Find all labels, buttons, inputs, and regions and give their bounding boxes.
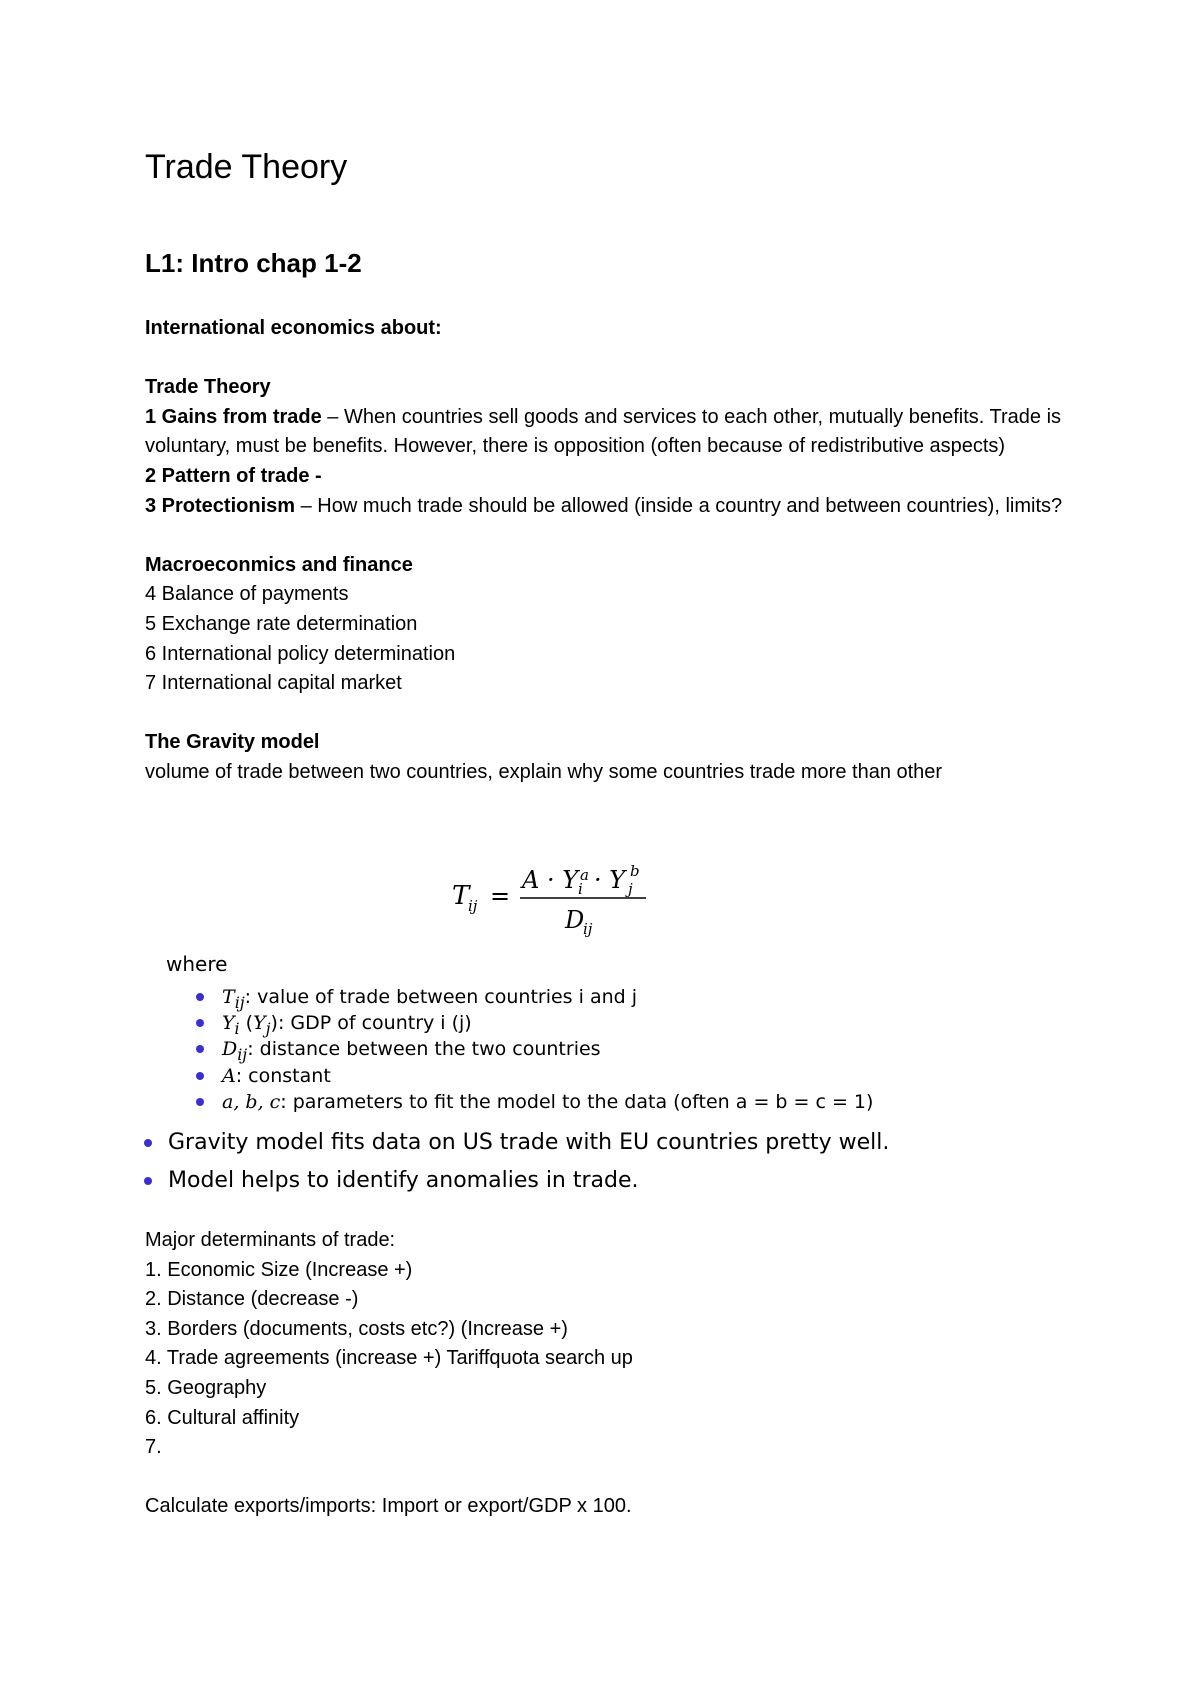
bullet-icon [144, 1139, 152, 1147]
svg-text:A · Y: A · Y [522, 866, 579, 894]
svg-text:T: T [452, 881, 470, 911]
bullet-icon [144, 1177, 152, 1185]
svg-text:j: j [628, 880, 633, 898]
bullet-icon [196, 993, 204, 1001]
calculate-note: Calculate exports/imports: Import or export/GDP x 100. [145, 1495, 632, 1518]
svg-text:b: b [630, 862, 640, 880]
where-label: where [166, 952, 228, 976]
definition-item: $D_{ij}$: distance between the two countries [192, 1036, 873, 1062]
item-1-text: – When countries sell goods and services to each other, mutually benefits. Trade is voluntary, must be benefits. However, there is opposition (often because of redistributive aspects) [145, 405, 1062, 458]
definition-item: $T_{ij}$: value of trade between countries i and j [192, 984, 873, 1010]
intro-label: International economics about: [145, 317, 442, 339]
macro-item: 7 International capital market [145, 672, 402, 695]
definition-list [192, 984, 873, 1115]
svg-text:ij: ij [468, 897, 478, 915]
gravity-heading: The Gravity model [145, 731, 320, 754]
trade-theory-item-1 [145, 403, 1085, 462]
item-3-text: – How much trade should be allowed (inside a country and between countries), limits? [295, 494, 1063, 517]
determinant-item: 4. Trade agreements (increase +) Tariffquota search up [145, 1347, 633, 1370]
macro-heading: Macroeconmics and finance [145, 553, 413, 576]
lecture-heading: L1: Intro chap 1-2 [145, 248, 362, 278]
page-title: Trade Theory [145, 148, 348, 186]
item-1-label: 1 Gains from trade [145, 405, 322, 428]
svg-text:i: i [578, 880, 583, 898]
definition-item: A: constant [192, 1063, 873, 1089]
trade-theory-item-2: 2 Pattern of trade - [145, 464, 322, 487]
gravity-notes [140, 1124, 889, 1200]
bullet-icon [196, 1019, 204, 1027]
bullet-icon [196, 1072, 204, 1080]
determinant-item: 3. Borders (documents, costs etc?) (Increase +) [145, 1317, 568, 1340]
bullet-icon [196, 1045, 204, 1053]
section-determinants [145, 1226, 1085, 1522]
definition-item: $Y_i$ $(Y_j)$: GDP of country i (j) [192, 1010, 873, 1036]
determinant-item: 6. Cultural affinity [145, 1406, 300, 1429]
gravity-note: Model helps to identify anomalies in trade. [140, 1162, 889, 1200]
svg-text:ij: ij [583, 920, 593, 938]
svg-text:D: D [565, 906, 585, 934]
bullet-icon [196, 1098, 204, 1106]
determinant-item: 5. Geography [145, 1376, 267, 1399]
determinants-heading: Major determinants of trade: [145, 1229, 396, 1251]
svg-text:· Y: · Y [594, 866, 626, 894]
svg-text:=: = [490, 882, 511, 910]
trade-theory-item-3 [145, 492, 1085, 522]
item-3-label: 3 Protectionism [145, 494, 296, 517]
gravity-formula [450, 858, 670, 938]
determinant-item: 7. [145, 1436, 162, 1459]
macro-item: 6 International policy determination [145, 642, 456, 665]
macro-item: 4 Balance of payments [145, 583, 349, 606]
gravity-note: Gravity model fits data on US trade with EU countries pretty well. [140, 1124, 889, 1162]
macro-item: 5 Exchange rate determination [145, 612, 418, 635]
determinant-item: 2. Distance (decrease -) [145, 1288, 359, 1311]
determinant-item: 1. Economic Size (Increase +) [145, 1258, 413, 1281]
svg-text:a: a [580, 866, 589, 884]
definition-item: a, b, c: parameters to fit the model to the data (often a = b = c = 1) [192, 1089, 873, 1115]
trade-theory-heading: Trade Theory [145, 376, 271, 399]
gravity-description: volume of trade between two countries, explain why some countries trade more than other [145, 760, 943, 783]
section-trade-theory [145, 314, 1085, 788]
